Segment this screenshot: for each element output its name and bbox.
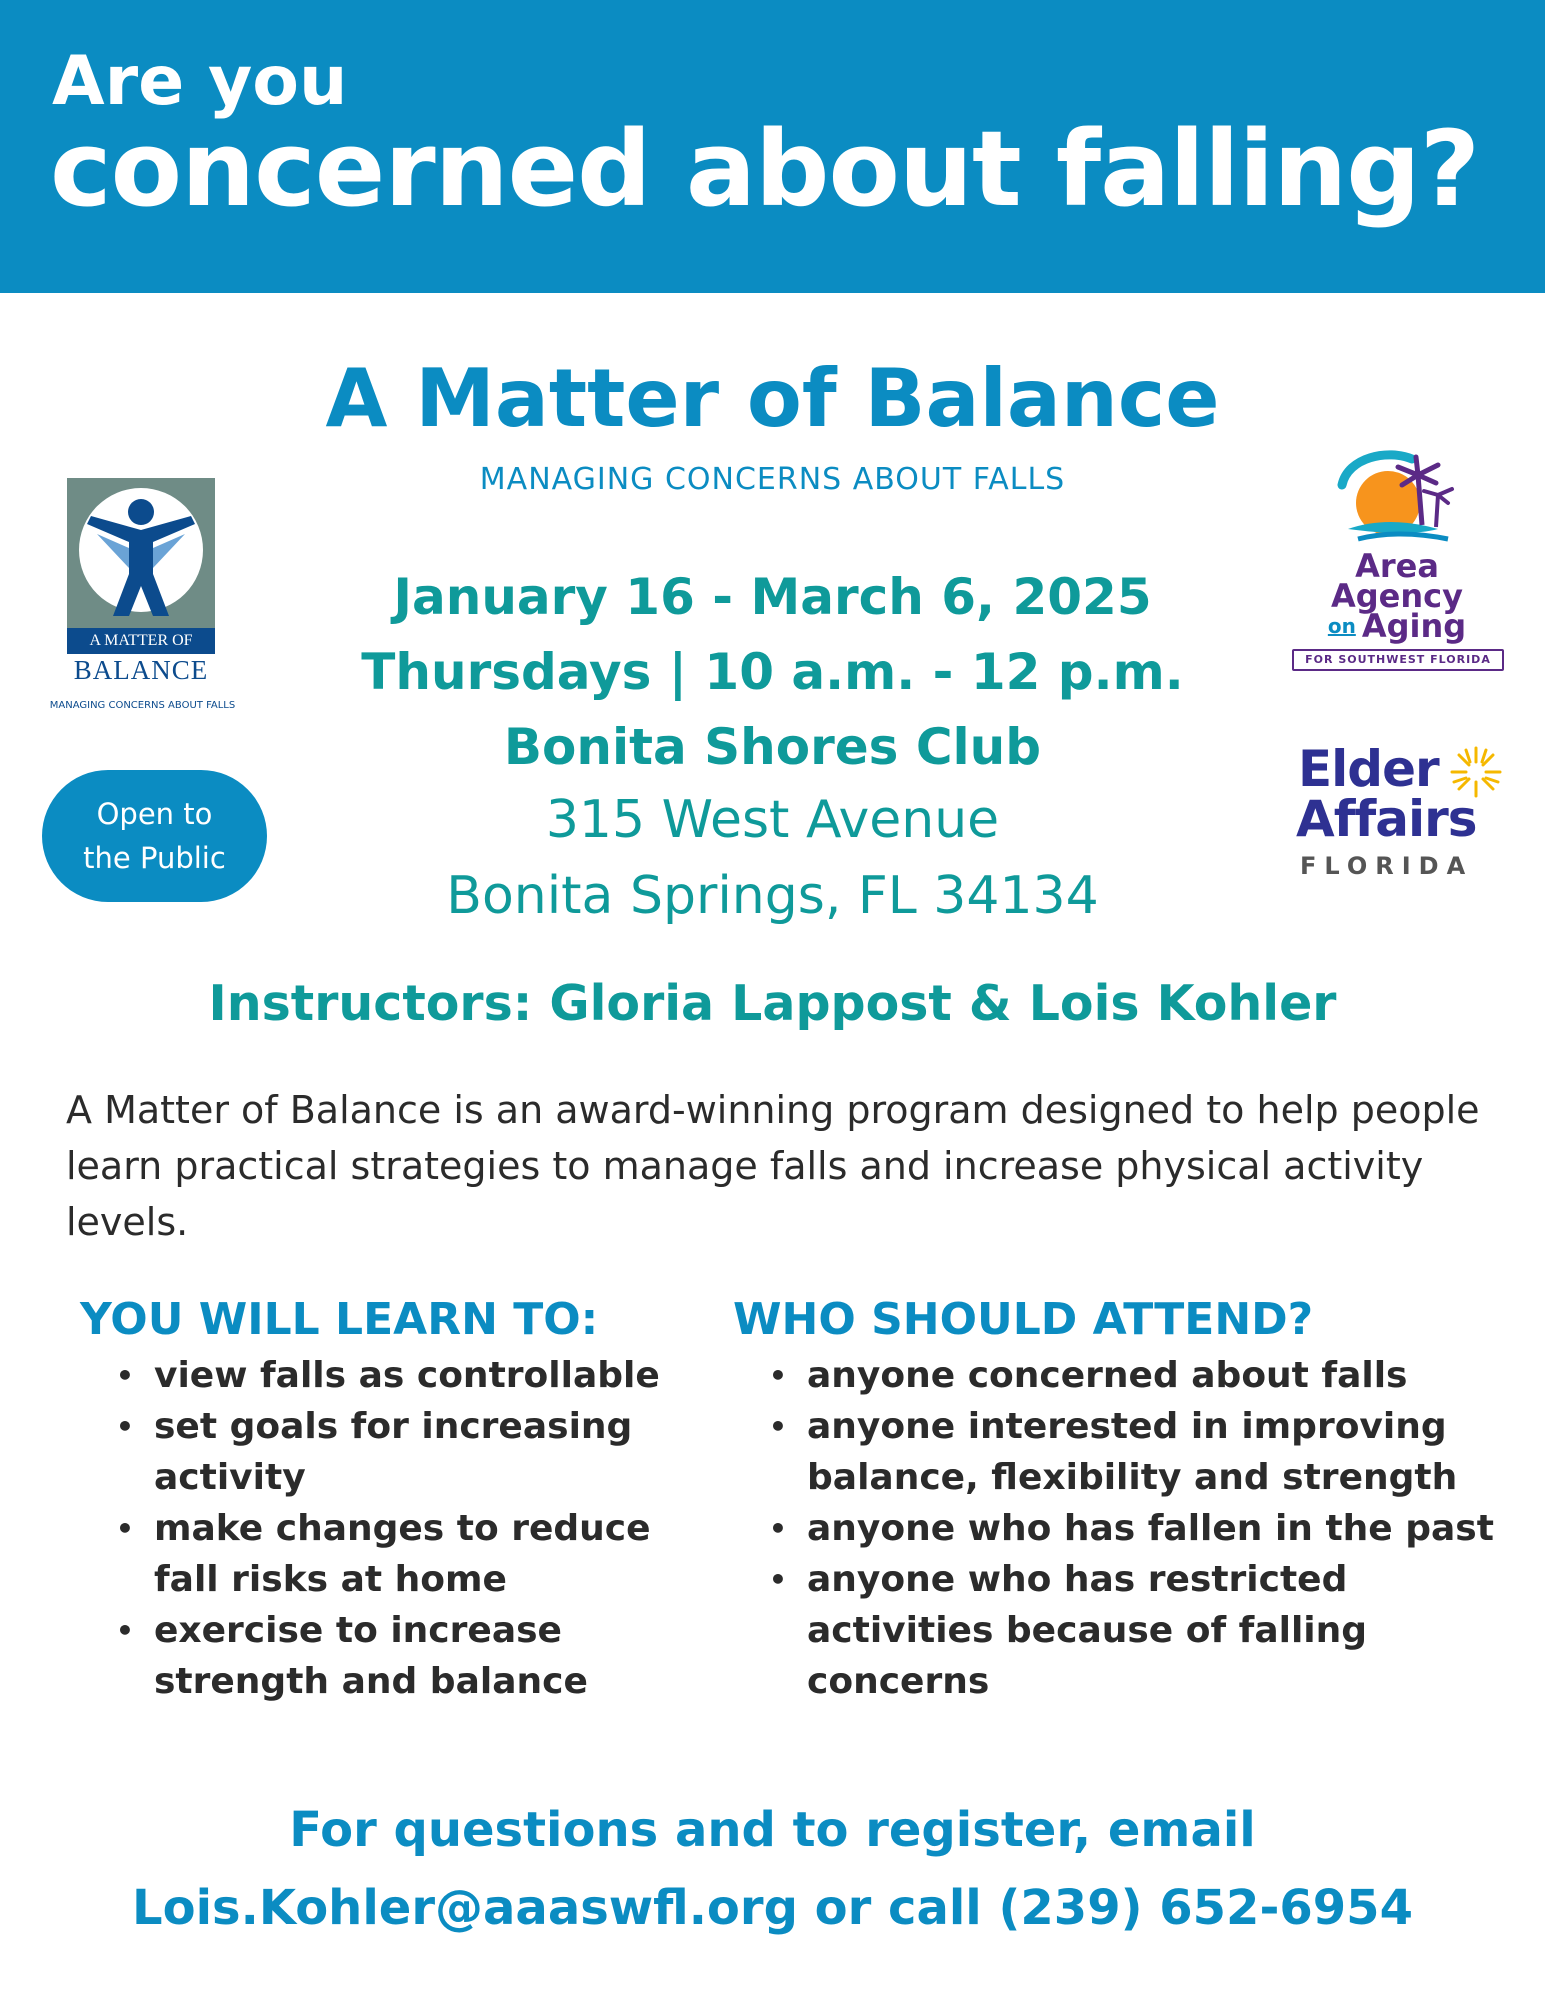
- badge-line-2: the Public: [83, 841, 226, 875]
- elder-text: Elder: [1298, 740, 1439, 798]
- contact-info[interactable]: Lois.Kohler@aaaswfl.org or call (239) 652-6954: [132, 1880, 1413, 1936]
- aaa-region-text: FOR SOUTHWEST FLORIDA: [1292, 649, 1504, 671]
- attend-list: [733, 1350, 1513, 1707]
- header-banner: [0, 0, 1545, 293]
- event-venue: Bonita Shores Club: [503, 718, 1042, 776]
- list-item: • make changes to reduce fall risks at home: [80, 1503, 680, 1605]
- list-item: • anyone concerned about falls: [733, 1350, 1513, 1401]
- program-title: A Matter of Balance: [325, 352, 1220, 445]
- event-dates: January 16 - March 6, 2025: [393, 568, 1152, 626]
- logo-tag: A MATTER OF: [67, 628, 215, 654]
- list-item: • exercise to increase strength and balance: [80, 1605, 680, 1707]
- attend-section: [733, 1290, 1513, 1707]
- list-item: • anyone interested in improving balance, flexibility and strength: [733, 1401, 1513, 1503]
- venue-street: 315 West Avenue: [545, 790, 1000, 850]
- learn-section: [80, 1290, 680, 1707]
- badge-line-1: Open to: [96, 797, 213, 831]
- venue-city: Bonita Springs, FL 34134: [446, 866, 1099, 926]
- aaa-aging-text: Aging: [1361, 607, 1467, 645]
- register-prompt: For questions and to register, email: [289, 1802, 1256, 1858]
- logo-balance-text: BALANCE: [73, 655, 209, 685]
- learn-list: [80, 1350, 680, 1707]
- affairs-text: Affairs: [1296, 790, 1477, 848]
- aaa-aging-line: [1288, 607, 1506, 645]
- event-time: Thursdays | 10 a.m. - 12 p.m.: [361, 643, 1184, 701]
- list-item: • set goals for increasing activity: [80, 1401, 680, 1503]
- area-agency-on-aging-logo: [1288, 445, 1506, 675]
- logo-subtitle: MANAGING CONCERNS ABOUT FALLS: [49, 700, 236, 711]
- program-description: A Matter of Balance is an award-winning program designed to help people learn practical strategies to manage falls and increase physical activity levels.: [66, 1088, 1480, 1244]
- banner-line-1: Are you: [52, 42, 348, 121]
- learn-heading: YOU WILL LEARN TO:: [80, 1294, 599, 1345]
- list-item: • view falls as controllable: [80, 1350, 680, 1401]
- attend-heading: WHO SHOULD ATTEND?: [733, 1294, 1314, 1345]
- list-item: • anyone who has restricted activities because of falling concerns: [733, 1554, 1513, 1707]
- program-subtitle: MANAGING CONCERNS ABOUT FALLS: [479, 462, 1066, 497]
- aaa-area-text: Area: [1355, 547, 1439, 585]
- sun-palm-icon: [1288, 445, 1506, 545]
- aaa-on-text: on: [1327, 614, 1356, 638]
- instructors: Instructors: Gloria Lappost & Lois Kohler: [208, 975, 1337, 1032]
- aaa-agency-text: Agency: [1331, 577, 1463, 615]
- list-item: • anyone who has fallen in the past: [733, 1503, 1513, 1554]
- elder-affairs-logo: [1290, 740, 1510, 880]
- matter-of-balance-logo: [40, 478, 245, 711]
- banner-headline: concerned about falling?: [50, 108, 1480, 230]
- florida-text: FLORIDA: [1300, 852, 1474, 880]
